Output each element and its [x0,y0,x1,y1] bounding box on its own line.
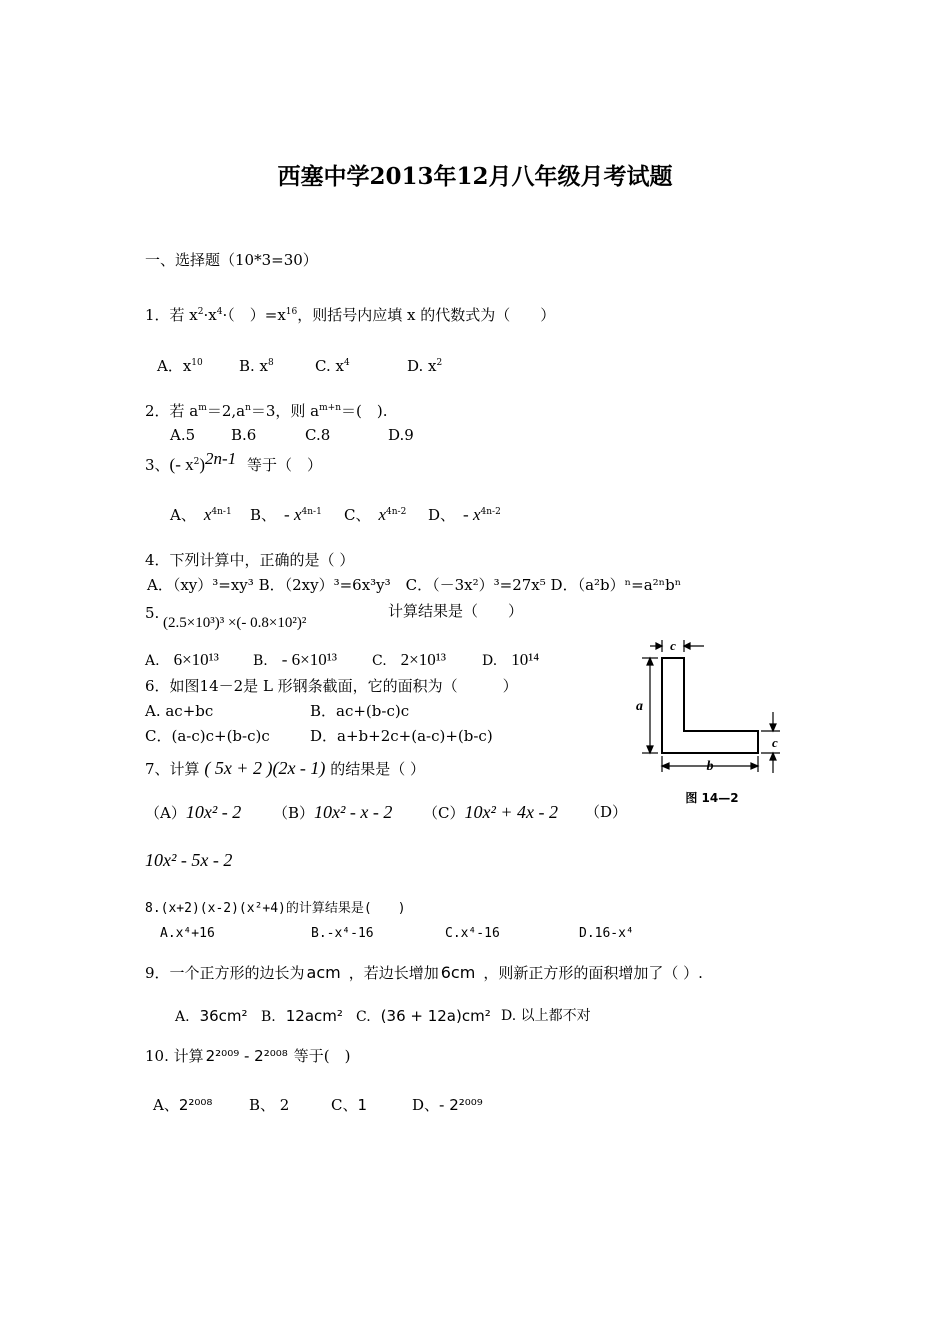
option-c[interactable]: C、1 [331,1096,368,1114]
option-a[interactable]: A．$x^{10}$ [157,357,203,375]
question-5-tail: 计算结果是（ ） [388,602,524,620]
option-a[interactable]: A. 6×10¹³ [145,650,219,669]
option-d[interactable]: D.9 [388,426,414,444]
question-5-expr: (2.5×10³)³ ×(- 0.8×10²)² [163,615,307,631]
figure-caption: 图 14—2 [685,791,739,805]
option-b[interactable]: B、 - $x^{4n-1}$ [250,505,322,524]
option-b[interactable]: B.-x⁴-16 [311,926,374,941]
option-c[interactable]: （C）10x² + 4x - 2 [423,802,558,822]
option-a[interactable]: A.5 [170,426,196,444]
option-d[interactable]: D. $x^2$ [407,357,443,375]
option-a[interactable]: A. ac+bc [145,702,214,720]
option-d[interactable]: D. 10¹⁴ [482,650,540,669]
l-shape-figure [630,630,790,810]
label-a: a [636,699,643,714]
option-c[interactable]: C.x⁴-16 [445,926,500,941]
option-d[interactable]: D、 - $x^{4n-2}$ [428,505,501,524]
option-c[interactable]: C. 2×10¹³ [372,650,446,669]
question-9-stem: 9．一个正方形的边长为 acm ，若边长增加 6cm ，则新正方形的面积增加了（ ）. [145,963,703,982]
question-3-stem: 3、(- $x^2)^{2n-1}$ 等于（ ） [145,449,322,474]
option-c[interactable]: C. $x^4$ [315,357,350,375]
question-1-stem: 1．若 $x^2\cdot x^4\cdot$（ ）$=x^{16}$，则括号内应填 x 的代数式为（ ） [145,306,556,324]
option-c[interactable]: C. (36 + 12a)cm² [356,1007,491,1025]
question-4-stem: 4．下列计算中，正确的是（ ） [145,551,355,569]
label-c-top: c [670,638,676,653]
option-a[interactable]: A.x⁴+16 [160,926,215,941]
option-b[interactable]: B. - 6×10¹³ [253,650,337,669]
question-6-stem: 6．如图14－2是 L 形钢条截面，它的面积为（ ） [145,677,518,695]
option-d[interactable]: D.16-x⁴ [579,926,634,941]
label-c-right: c [772,735,778,750]
label-b: b [706,759,714,774]
option-b[interactable]: B.6 [231,426,257,444]
option-d-value[interactable]: 10x² - 5x - 2 [145,850,233,870]
option-c[interactable]: C．(a-c)c+(b-c)c [145,727,270,745]
page-title: 西塞中学2013年12月八年级月考试题 [277,163,673,190]
option-b[interactable]: B. $x^8$ [239,357,274,375]
option-c[interactable]: C、 $x^{4n-2}$ [344,505,407,524]
option-b[interactable]: B、 2 [249,1096,290,1114]
option-b[interactable]: B．ac+(b-c)c [310,702,410,720]
option-a[interactable]: A、2²⁰⁰⁸ [153,1096,213,1114]
question-2-stem: 2．若 $a^m=2,a^n=3$，则 $a^{m+n}=$( ). [145,402,388,420]
option-d[interactable]: D. 以上都不对 [501,1008,591,1024]
option-a[interactable]: A、 $x^{4n-1}$ [170,505,232,524]
option-a[interactable]: A. 36cm² [175,1007,248,1025]
option-b[interactable]: （B）10x² - x - 2 [273,802,393,822]
question-10-stem: 10. 计算 2²⁰⁰⁹ - 2²⁰⁰⁸ 等于( ) [145,1047,351,1065]
option-c[interactable]: C.8 [305,426,331,444]
option-d[interactable]: D、- 2²⁰⁰⁹ [412,1096,483,1114]
option-d[interactable]: D．a+b+2c+(a-c)+(b-c) [310,727,493,745]
question-8-stem: 8.(x+2)(x-2)(x²+4)的计算结果是( ) [145,901,406,916]
question-7-stem: 7、计算 ( 5x + 2 )(2x - 1) 的结果是（ ） [145,758,425,778]
question-5-num: 5. [145,604,160,622]
question-4-options[interactable]: A．（xy）³=xy³ B．（2xy）³=6x³y³ C．（－3x²）³=27x⁵ D．（a²b）ⁿ=a²ⁿbⁿ [147,576,682,594]
option-a[interactable]: （A）10x² - 2 [145,802,242,822]
section-heading: 一、选择题（10*3=30） [145,251,318,269]
option-b[interactable]: B. 12acm² [261,1007,343,1025]
option-d-label[interactable]: （D） [585,803,628,821]
